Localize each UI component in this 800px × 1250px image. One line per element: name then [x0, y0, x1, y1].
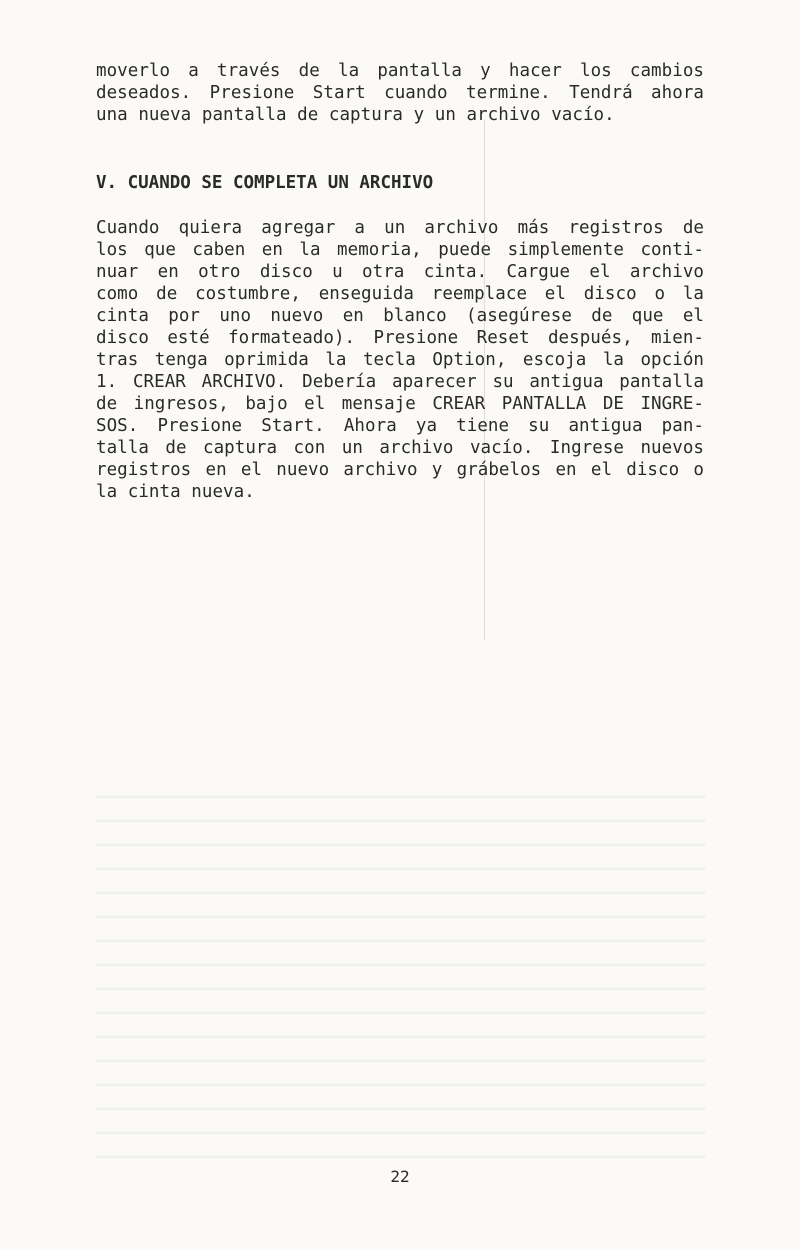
section-line-11: talla de captura con un archivo vacío. Ingrese nuevos	[96, 438, 704, 458]
section-line-5: cinta por uno nuevo en blanco (asegúrese de que el	[96, 306, 704, 326]
section-line-3: nuar en otro disco u otra cinta. Cargue el archivo	[96, 262, 704, 282]
page-number: 22	[390, 1167, 410, 1186]
section-line-2: los que caben en la memoria, puede simplemente conti-	[96, 240, 704, 260]
section-line-7: tras tenga oprimida la tecla Option, escoja la opción	[96, 350, 704, 370]
section-line-4: como de costumbre, enseguida reemplace el disco o la	[96, 284, 704, 304]
section-line-1: Cuando quiera agregar a un archivo más registros de	[96, 218, 704, 238]
section-line-6: disco esté formateado). Presione Reset después, mien-	[96, 328, 704, 348]
section-line-8: 1. CREAR ARCHIVO. Debería aparecer su antigua pantalla	[96, 372, 704, 392]
intro-line-3: una nueva pantalla de captura y un archivo vacío.	[96, 105, 615, 125]
section-line-13: la cinta nueva.	[96, 482, 255, 502]
intro-line-2: deseados. Presione Start cuando termine. Tendrá ahora	[96, 83, 704, 103]
section-heading: V. CUANDO SE COMPLETA UN ARCHIVO	[96, 173, 434, 193]
bleed-through-text-texture	[96, 780, 706, 1160]
intro-line-1: moverlo a través de la pantalla y hacer los cambios	[96, 61, 704, 81]
section-line-9: de ingresos, bajo el mensaje CREAR PANTALLA DE INGRE-	[96, 394, 704, 414]
section-line-10: SOS. Presione Start. Ahora ya tiene su antigua pan-	[96, 416, 704, 436]
section-line-12: registros en el nuevo archivo y grábelos en el disco o	[96, 460, 704, 480]
